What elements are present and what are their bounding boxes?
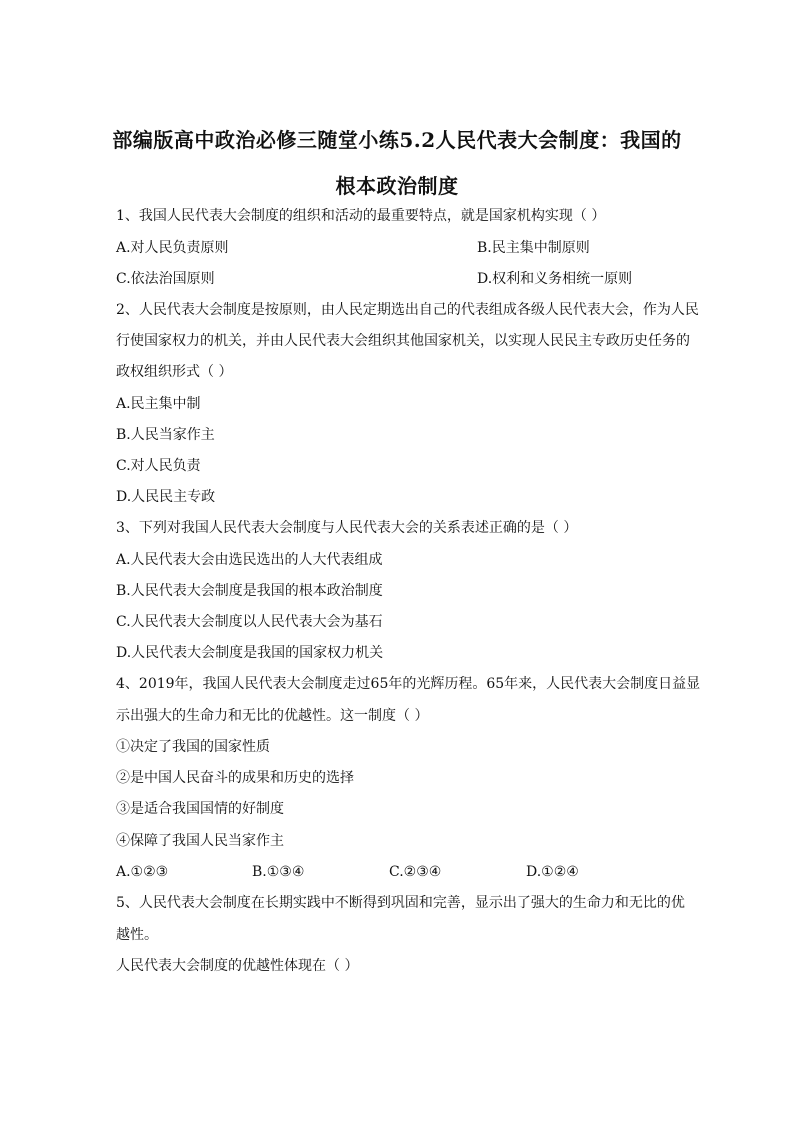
question-3-option-b: B.人民代表大会制度是我国的根本政治制度: [116, 583, 383, 599]
question-1-option-a: A.对人民负责原则: [116, 240, 229, 256]
question-1-stem: 1、我国人民代表大会制度的组织和活动的最重要特点，就是国家机构实现（ ）: [116, 208, 606, 224]
question-4-option-c: C.②③④: [389, 864, 442, 880]
question-1-option-b: B.民主集中制原则: [477, 240, 590, 256]
question-4-statement-4: ④保障了我国人民当家作主: [116, 833, 284, 849]
question-2-option-b: B.人民当家作主: [116, 427, 215, 443]
question-3-option-c: C.人民代表大会制度以人民代表大会为基石: [116, 614, 383, 630]
question-2-option-c: C.对人民负责: [116, 458, 201, 474]
question-3-option-a: A.人民代表大会由选民选出的人大代表组成: [116, 552, 383, 568]
question-5-stem-line-1: 5、人民代表大会制度在长期实践中不断得到巩固和完善，显示出了强大的生命力和无比的优: [116, 895, 685, 911]
question-4-option-a: A.①②③: [116, 864, 169, 880]
question-2-stem-line-1: 2、人民代表大会制度是按原则，由人民定期选出自己的代表组成各级人民代表大会，作为人民: [116, 302, 699, 318]
question-4-statement-2: ②是中国人民奋斗的成果和历史的选择: [116, 770, 354, 786]
question-4-stem-line-2: 示出强大的生命力和无比的优越性。这一制度（ ）: [116, 708, 429, 724]
question-4-option-d: D.①②④: [526, 864, 579, 880]
question-4-statement-3: ③是适合我国国情的好制度: [116, 801, 284, 817]
question-2-option-a: A.民主集中制: [116, 396, 201, 412]
question-2-stem-line-2: 行使国家权力的机关，并由人民代表大会组织其他国家机关，以实现人民民主专政历史任务的: [116, 333, 690, 349]
question-1-option-d: D.权利和义务相统一原则: [477, 271, 633, 287]
question-5-stem-line-3: 人民代表大会制度的优越性体现在（ ）: [116, 958, 359, 974]
page-title-line-1: 部编版高中政治必修三随堂小练5.2人民代表大会制度：我国的: [112, 128, 682, 152]
page-title-line-2: 根本政治制度: [335, 174, 459, 198]
question-2-stem-line-3: 政权组织形式（ ）: [116, 364, 233, 380]
question-5-stem-line-2: 越性。: [116, 927, 158, 943]
question-2-option-d: D.人民民主专政: [116, 489, 216, 505]
question-4-option-b: B.①③④: [252, 864, 305, 880]
question-1-option-c: C.依法治国原则: [116, 271, 215, 287]
question-3-option-d: D.人民代表大会制度是我国的国家权力机关: [116, 645, 384, 661]
question-4-stem-line-1: 4、2019年，我国人民代表大会制度走过65年的光辉历程。65年来，人民代表大会制度日益显: [116, 676, 701, 692]
question-3-stem: 3、下列对我国人民代表大会制度与人民代表大会的关系表述正确的是（ ）: [116, 520, 578, 536]
question-4-statement-1: ①决定了我国的国家性质: [116, 739, 270, 755]
